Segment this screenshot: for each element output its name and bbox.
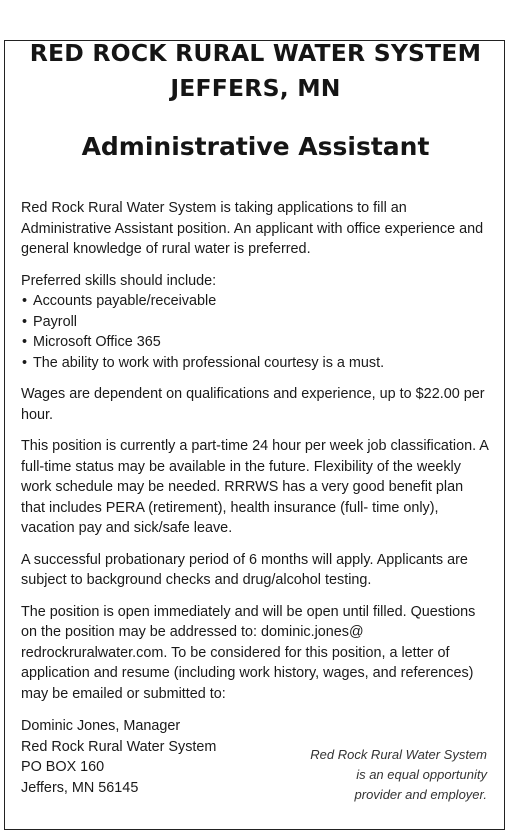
intro-paragraph: Red Rock Rural Water System is taking applications to fill an Administrative Assistant position. An applicant with office experience and general knowledge of rural water is preferred.: [21, 200, 484, 257]
skill-item: • Microsoft Office 365: [21, 332, 491, 353]
organization-name: RED ROCK RURAL WATER SYSTEM: [29, 39, 482, 67]
skills-intro: Preferred skills should include:: [21, 272, 217, 289]
organization-location: JEFFERS, MN: [170, 74, 341, 102]
apply-paragraph: The position is open immediately and will be open until filled. Questions on the position may be addressed to: dominic.jones@ redrockruralwater.com. To be considered for this position, a letter of application and resume (including work history, wages, and references) may be emailed or submitted to:: [21, 603, 476, 702]
contact-block: [21, 716, 216, 798]
contact-name: Dominic Jones, Manager: [21, 718, 181, 734]
ad-body: [21, 198, 491, 715]
wages-paragraph: Wages are dependent on qualifications and experience, up to $22.00 per hour.: [21, 386, 485, 423]
eeo-line: provider and employer.: [354, 787, 487, 802]
position-paragraph: This position is currently a part-time 24 hour per week job classification. A full-time status may be available in the future. Flexibility of the weekly work schedule may be needed. RRRWS has a very good benefit plan that includes PERA (retirement), health insurance (full- time only), vacation pay and sick/safe leave.: [21, 438, 489, 536]
skill-item: • Accounts payable/receivable: [21, 291, 491, 312]
job-title: Administrative Assistant: [81, 132, 430, 161]
contact-city: Jeffers, MN 56145: [21, 779, 139, 796]
contact-organization: Red Rock Rural Water System: [21, 738, 217, 755]
contact-po-box: PO BOX 160: [21, 759, 105, 775]
eeo-line: Red Rock Rural Water System: [310, 747, 487, 762]
probation-paragraph: A successful probationary period of 6 months will apply. Applicants are subject to background checks and drug/alcohol testing.: [21, 551, 468, 588]
skill-item: • Payroll: [21, 312, 491, 333]
skill-item: • The ability to work with professional courtesy is a must.: [21, 353, 491, 374]
eeo-line: is an equal opportunity: [356, 767, 487, 782]
skills-list: [21, 291, 491, 373]
equal-opportunity-statement: [310, 745, 487, 805]
